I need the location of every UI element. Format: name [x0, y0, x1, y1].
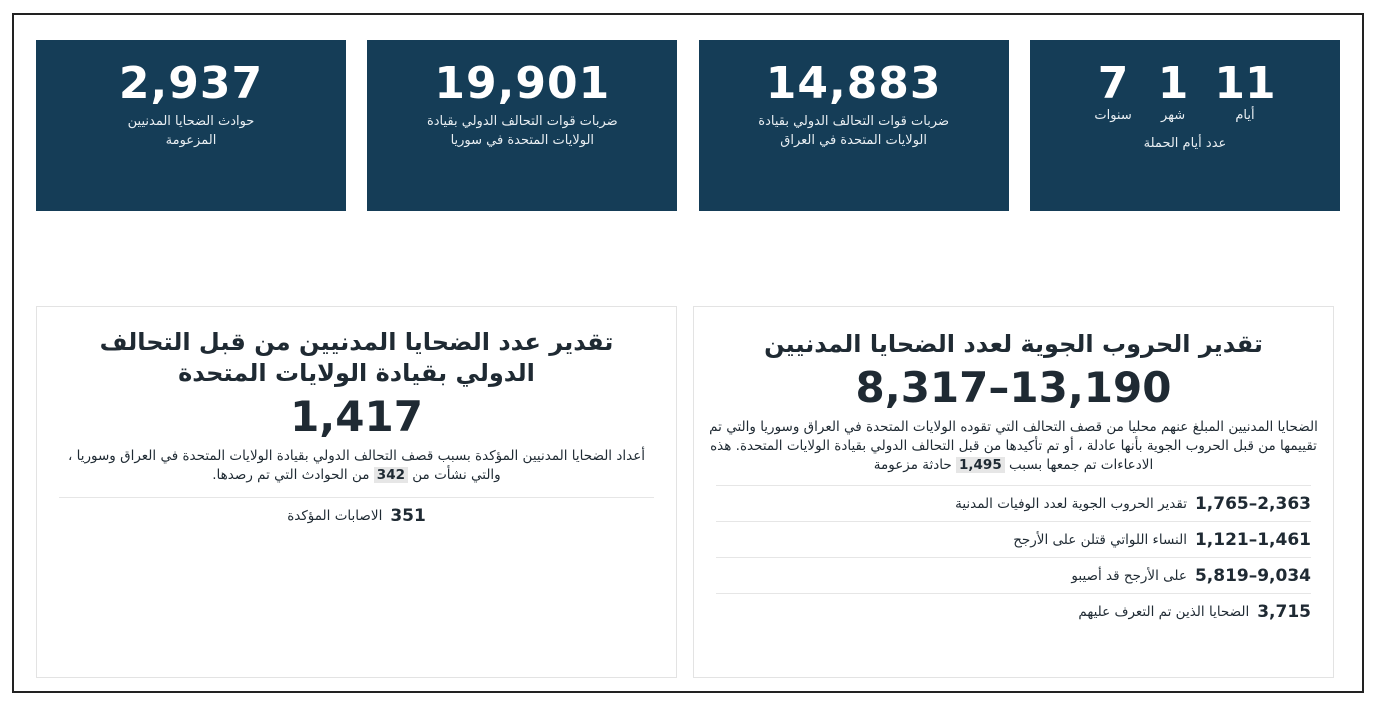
alleged-incidents-tile [36, 40, 346, 211]
breakdown-row [716, 593, 1311, 629]
airwars-breakdown [716, 485, 1311, 629]
coalition-estimate-value: 1,417 [290, 392, 423, 441]
years-value: 7 [1097, 58, 1129, 109]
row-value: 1,121–1,461 [1194, 529, 1311, 550]
coalition-desc-text: أعداد الضحايا المدنيين المؤكدة بسبب قصف التحالف الدولي بقيادة الولايات المتحدة في العراق وسوريا ، والتي نشأت من [67, 448, 646, 483]
syria-strikes-tile [367, 40, 677, 211]
airwars-incident-count: 1,495 [956, 457, 1005, 473]
coalition-desc-suffix: من الحوادث التي تم رصدها. [212, 467, 370, 483]
coalition-estimate-description [57, 447, 656, 485]
airwars-estimate-description [706, 418, 1321, 475]
alleged-incidents-label: حوادث الضحايا المدنيين المزعومة [127, 114, 255, 148]
row-label: الضحايا الذين تم التعرف عليهم [1078, 603, 1250, 620]
airwars-desc-suffix: حادثة مزعومة [873, 457, 952, 473]
duration-caption: عدد أيام الحملة [1143, 136, 1227, 151]
airwars-desc-text: الضحايا المدنيين المبلغ عنهم محليا من قصف التحالف التي تقوده الولايات المتحدة في العراق وسوريا والتي تم تقييمها من قبل الحروب الجوية بأنها عادلة ، أو تم تأكيدها من قبل التحالف الدولي بقيادة الولايات المتحدة. هذه الادعاءات تم جمعها بسبب [709, 419, 1318, 473]
row-label: الاصابات المؤكدة [287, 507, 383, 524]
months-value: 1 [1157, 58, 1189, 109]
iraq-strikes-tile [699, 40, 1009, 211]
airwars-estimate-title: تقدير الحروب الجوية لعدد الضحايا المدنيين [764, 330, 1263, 358]
duration-months [1158, 60, 1189, 124]
airwars-estimate-card [693, 306, 1334, 678]
row-label: تقدير الحروب الجوية لعدد الوفيات المدنية [955, 495, 1187, 512]
years-label: سنوات [1094, 108, 1132, 123]
coalition-estimate-title: تقدير عدد الضحايا المدنيين من قبل التحالف الدولي بقيادة الولايات المتحدة [99, 328, 614, 387]
breakdown-row [716, 521, 1311, 557]
breakdown-row [716, 485, 1311, 521]
row-value: 1,765–2,363 [1194, 493, 1311, 514]
coalition-incident-count: 342 [374, 467, 408, 483]
alleged-incidents-value: 2,937 [118, 58, 264, 109]
breakdown-row [716, 557, 1311, 593]
campaign-duration-tile [1030, 40, 1340, 211]
coalition-breakdown [59, 497, 654, 533]
duration-group [1030, 60, 1340, 124]
iraq-strikes-label: ضربات قوات التحالف الدولي بقيادة الولايات المتحدة في العراق [758, 114, 950, 148]
row-value: 3,715 [1257, 601, 1311, 622]
row-value: 351 [390, 505, 426, 526]
syria-strikes-label: ضربات قوات التحالف الدولي بقيادة الولايات المتحدة في سوريا [426, 114, 618, 148]
duration-years [1094, 60, 1131, 124]
breakdown-row [59, 497, 654, 533]
syria-strikes-value: 19,901 [434, 58, 611, 109]
stats-bar [36, 40, 1340, 211]
row-value: 5,819–9,034 [1194, 565, 1311, 586]
coalition-estimate-card [36, 306, 677, 678]
duration-days [1214, 60, 1275, 124]
row-label: على الأرجح قد أصيبو [1071, 567, 1187, 584]
row-label: النساء اللواتي قتلن على الأرجح [1013, 531, 1187, 548]
iraq-strikes-value: 14,883 [765, 58, 942, 109]
days-label: أيام [1235, 108, 1255, 123]
months-label: شهر [1161, 108, 1186, 123]
airwars-estimate-range: 8,317–13,190 [855, 363, 1172, 412]
days-value: 11 [1214, 58, 1276, 109]
dashboard-frame [12, 13, 1364, 693]
